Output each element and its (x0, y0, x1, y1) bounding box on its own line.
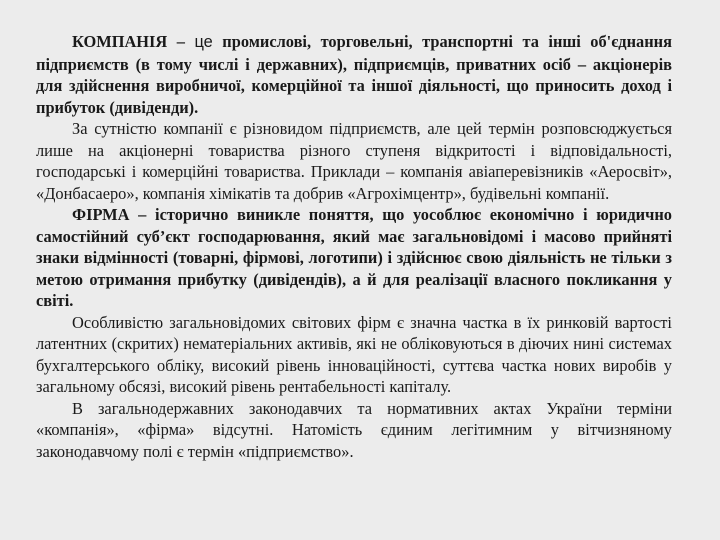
word-ce: це (194, 33, 213, 51)
paragraph-legislation: В загальнодержавних законодавчих та нормативних актах України терміни «компанія», «фірма» відсутні. Натомість єдиним легітимним у вітчизняному законодавчому полі є термін «підприємство». (36, 398, 672, 461)
term-company: КОМПАНІЯ – (72, 32, 185, 51)
paragraph-company-definition (36, 31, 672, 118)
document-text (36, 31, 672, 462)
paragraph-firm-definition: ФІРМА – історично виникле поняття, що уособлює економічно і юридично самостійний суб’єкт господарювання, який має загальновідомі і масово прийняті знаки відмінності (товарні, фірмові, логотипи) і здійснює свою діяльність не тільки з метою отримання прибутку (дивідендів), а й для реалізації власного покликання у світі. (36, 205, 672, 310)
company-definition-text: промислові, торговельні, транспортні та інші об'єднання підприємств (в тому числі і державних), підприємців, приватних осіб – акціонерів для здійснення виробничої, комерційної та іншої діяльності, що приносить доход і прибуток (дивіденди). (36, 32, 672, 117)
paragraph-company-essence: За сутністю компанії є різновидом підприємств, але цей термін розповсюджується лише на акціонерні товариства різного ступеня відкритості і відповідальності, господарські і комерційні товариства. Приклади – компанія авіаперевізників «Аеросвіт», «Донбасаеро», компанія хімікатів та добрив «Агрохімцентр», будівельні компанії. (36, 119, 672, 203)
paragraph-firm-features: Особливістю загальновідомих світових фірм є значна частка в їх ринковій вартості латентних (скритих) нематеріальних активів, які не обліковуються в діючих нині системах бухгалтерського обліку, високий рівень інноваційності, суттєва частка нових виробів у загальному обсязі, високий рівень рентабельності капіталу. (36, 312, 672, 396)
